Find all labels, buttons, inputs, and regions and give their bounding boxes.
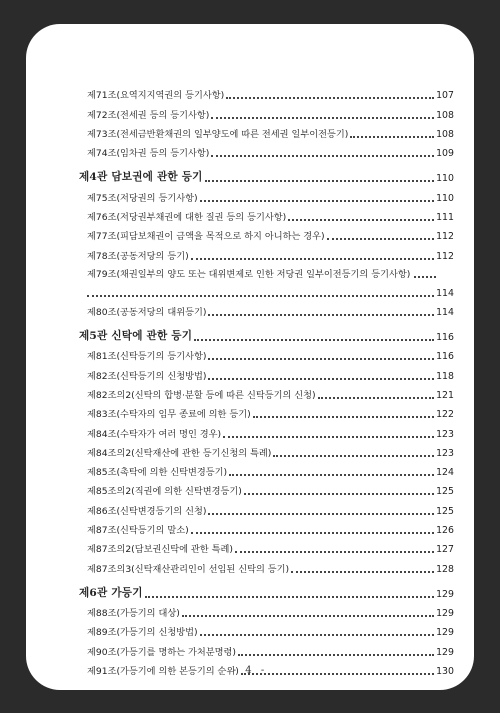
toc-entry-title: 제82조(신탁등기의 신청방법): [87, 370, 207, 382]
dot-leader: [208, 378, 434, 380]
toc-entry-title: 제75조(저당권의 등기사항): [87, 192, 198, 204]
toc-entry-title: 제84조의2(신탁재산에 관한 등기신청의 특례): [87, 447, 272, 459]
toc-entry-page: 129: [436, 588, 454, 600]
toc-entry-page: 125: [436, 505, 454, 517]
dot-leader: [327, 238, 435, 240]
toc-entry-title: 제85조(촉탁에 의한 신탁변경등기): [87, 467, 228, 479]
toc-article-row[interactable]: [79, 223, 454, 242]
toc-section-row[interactable]: [79, 162, 454, 184]
toc-entry-page: 129: [436, 627, 454, 639]
dot-leader: [238, 654, 434, 656]
dot-leader: [208, 314, 434, 316]
toc-article-row[interactable]: [79, 82, 454, 101]
toc-article-row[interactable]: [79, 401, 454, 420]
toc-entry-page: 118: [436, 370, 454, 382]
toc-entry-title: 제77조(피담보채권이 금액을 목적으로 하지 아니하는 경우): [87, 231, 325, 243]
toc-entry-page: 126: [436, 525, 454, 537]
toc-entry-page: 121: [436, 389, 454, 401]
toc-entry-title: 제4관 담보권에 관한 등기: [79, 171, 203, 184]
toc-entry-page: 110: [436, 173, 454, 185]
toc-entry-page: 111: [436, 211, 454, 223]
dot-leader: [318, 397, 434, 399]
toc-article-row[interactable]: [79, 343, 454, 362]
toc-entry-title: 제74조(임차권 등의 등기사항): [87, 148, 210, 160]
dot-leader: [244, 493, 434, 495]
dot-leader: [200, 634, 435, 636]
toc-entry-page: 122: [436, 409, 454, 421]
toc-entry-title: 제76조(저당권부채권에 대한 질권 등의 등기사항): [87, 211, 287, 223]
toc-article-row[interactable]: [79, 497, 454, 516]
toc-article-row[interactable]: [79, 478, 454, 497]
toc-entry-title: 제72조(전세권 등의 등기사항): [87, 109, 210, 121]
toc-entry-page: 128: [436, 563, 454, 575]
toc-entry-page: 112: [436, 231, 454, 243]
dot-leader: [211, 155, 434, 157]
toc-entry-title: 제6관 가등기: [79, 586, 143, 599]
toc-entry-page: 108: [436, 128, 454, 140]
toc-article-row[interactable]: [79, 299, 454, 318]
toc-entry-page: 125: [436, 486, 454, 498]
toc-entry-title: 제73조(전세금반환채권의 일부양도에 따른 전세권 일부이전등기): [87, 128, 349, 140]
toc-article-row[interactable]: [79, 121, 454, 140]
toc-entry-page: 110: [436, 192, 454, 204]
toc-article-row[interactable]: [79, 440, 454, 459]
toc-article-row[interactable]: [79, 101, 454, 120]
toc-entry-title: 제83조(수탁자의 임무 종료에 의한 등기): [87, 409, 251, 421]
dot-leader: [288, 219, 434, 221]
toc-article-row[interactable]: [79, 204, 454, 223]
dot-leader: [194, 339, 434, 341]
dot-leader: [235, 551, 434, 553]
toc-article-row[interactable]: [79, 619, 454, 638]
dot-leader: [205, 180, 435, 182]
toc-entry-page: 114: [436, 287, 454, 299]
dot-leader: [145, 596, 434, 598]
toc-entry-title: 제88조(가등기의 대상): [87, 608, 180, 620]
toc-entry-page: 123: [436, 428, 454, 440]
toc-entry-page: 109: [436, 148, 454, 160]
toc-entry-title: 제78조(공동저당의 등기): [87, 250, 189, 262]
toc-entry-page: 116: [436, 351, 454, 363]
table-of-contents: [79, 82, 454, 677]
toc-entry-title: 제89조(가등기의 신청방법): [87, 627, 198, 639]
dot-leader: [208, 358, 434, 360]
page-number: - 4 -: [232, 665, 268, 676]
toc-article-row[interactable]: [79, 420, 454, 439]
toc-entry-page: 108: [436, 109, 454, 121]
dot-leader: [291, 571, 434, 573]
toc-entry-page: 127: [436, 544, 454, 556]
toc-entry-title: 제87조(신탁등기의 말소): [87, 525, 189, 537]
toc-entry-title: 제87조의2(담보권신탁에 관한 특례): [87, 544, 233, 556]
toc-article-row[interactable]: [79, 242, 454, 261]
toc-entry-title: 제79조(채권일부의 양도 또는 대위변제로 인한 저당권 일부이전등기의 등기사항): [87, 268, 411, 280]
dot-leader: [182, 615, 434, 617]
toc-entry-page: 124: [436, 467, 454, 479]
toc-entry-title: 제90조(가등기를 명하는 가처분명령): [87, 646, 236, 658]
dot-leader: [191, 532, 434, 534]
toc-entry-title: 제86조(신탁변경등기의 신청): [87, 505, 207, 517]
toc-entry-page: 129: [436, 608, 454, 620]
toc-entry-title: 제80조(공동저당의 대위등기): [87, 306, 207, 318]
toc-entry-title: 제82조의2(신탁의 합병·분할 등에 따른 신탁등기의 신청): [87, 389, 316, 401]
dot-leader: [414, 276, 436, 278]
toc-entry-page: 130: [436, 665, 454, 677]
toc-entry-title: 제84조(수탁자가 여러 명인 경우): [87, 428, 222, 440]
toc-entry-page: 112: [436, 250, 454, 262]
toc-entry-title: 제91조(가등기에 의한 본등기의 순위): [87, 665, 239, 677]
toc-entry-page: 129: [436, 646, 454, 658]
toc-section-row[interactable]: [79, 578, 454, 600]
toc-article-row[interactable]: [79, 459, 454, 478]
toc-article-row[interactable]: [79, 600, 454, 619]
document-page: [26, 24, 474, 690]
toc-article-row[interactable]: [79, 555, 454, 574]
dot-leader: [229, 474, 434, 476]
toc-article-row[interactable]: [79, 262, 454, 299]
toc-entry-page: 107: [436, 90, 454, 102]
dot-leader: [350, 136, 434, 138]
dot-leader: [87, 295, 434, 297]
dot-leader: [223, 436, 434, 438]
toc-article-row[interactable]: [79, 362, 454, 381]
toc-entry-page: 123: [436, 447, 454, 459]
toc-article-row[interactable]: [79, 184, 454, 203]
toc-article-row[interactable]: [79, 382, 454, 401]
toc-entry-title: 제5관 신탁에 관한 등기: [79, 330, 193, 343]
toc-article-row[interactable]: [79, 638, 454, 657]
dot-leader: [208, 513, 434, 515]
dot-leader: [226, 97, 434, 99]
toc-entry-page: 114: [436, 306, 454, 318]
toc-entry-title: 제87조의3(신탁재산관리인이 선임된 신탁의 등기): [87, 563, 290, 575]
toc-article-row[interactable]: [79, 140, 454, 159]
toc-article-row[interactable]: [79, 517, 454, 536]
toc-entry-title: 제81조(신탁등기의 등기사항): [87, 351, 207, 363]
dot-leader: [211, 117, 434, 119]
toc-entry-title: 제85조의2(직권에 의한 신탁변경등기): [87, 486, 242, 498]
dot-leader: [191, 258, 434, 260]
toc-section-row[interactable]: [79, 321, 454, 343]
toc-article-row[interactable]: [79, 536, 454, 555]
toc-entry-title: 제71조(요역지지역권의 등기사항): [87, 90, 225, 102]
dot-leader: [253, 416, 434, 418]
toc-entry-page: 116: [436, 332, 454, 344]
dot-leader: [200, 200, 435, 202]
dot-leader: [273, 455, 434, 457]
